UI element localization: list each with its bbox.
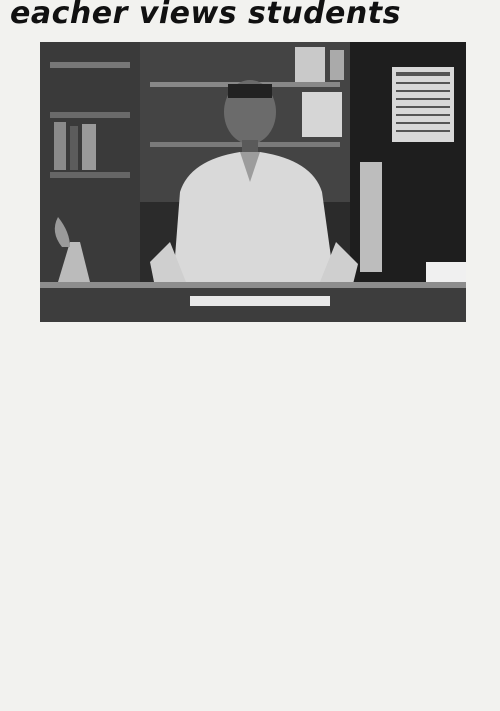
article-photo	[40, 42, 466, 322]
article-column-left	[80, 365, 275, 370]
photo-illustration	[40, 42, 466, 322]
article-column-right	[286, 365, 481, 370]
article-headline: eacher views students	[10, 0, 401, 31]
